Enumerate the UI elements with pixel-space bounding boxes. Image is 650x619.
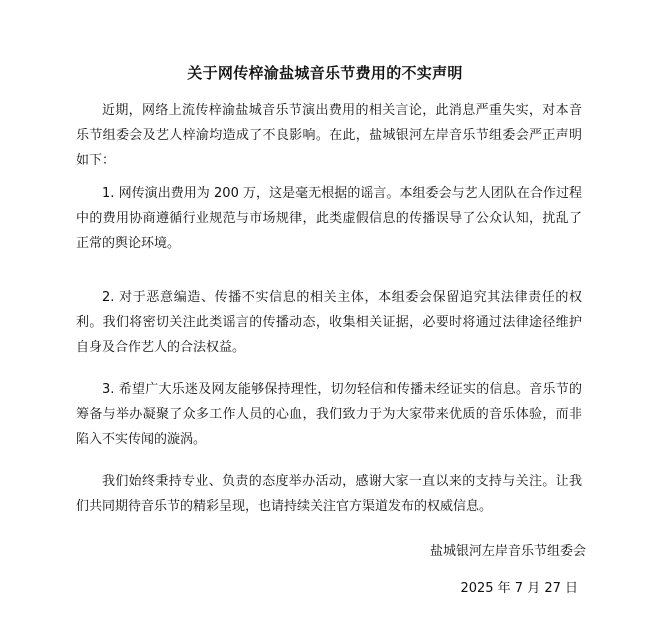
- point-3-paragraph: 3. 希望广大乐迷及网友能够保持理性，切勿轻信和传播未经证实的信息。音乐节的筹备与举办凝聚了众多工作人员的心血，我们致力于为大家带来优质的音乐体验，而非陷入不实传闻的漩涡。: [76, 382, 582, 447]
- point-2-paragraph: 2. 对于恶意编造、传播不实信息的相关主体，本组委会保留追究其法律责任的权利。我们将密切关注此类谣言的传播动态，收集相关证据，必要时将通过法律途径维护自身及合作艺人的合法权益。: [76, 290, 582, 355]
- intro-paragraph: 近期，网络上流传梓渝盐城音乐节演出费用的相关言论，此消息严重失实，对本音乐节组委会及艺人梓渝均造成了不良影响。在此，盐城银河左岸音乐节组委会严正声明如下：: [76, 103, 582, 168]
- signature-organization: 盐城银河左岸音乐节组委会: [429, 544, 586, 559]
- point-1-paragraph: 1. 网传演出费用为 200 万，这是毫无根据的谣言。本组委会与艺人团队在合作过程中的费用协商遵循行业规范与市场规律，此类虚假信息的传播误导了公众认知，扰乱了正常的舆论环境。: [76, 186, 582, 251]
- statement-date: 2025 年 7 月 27 日: [460, 581, 578, 596]
- closing-paragraph: 我们始终秉持专业、负责的态度举办活动，感谢大家一直以来的支持与关注。让我们共同期待音乐节的精彩呈现，也请持续关注官方渠道发布的权威信息。: [76, 474, 582, 514]
- statement-title: 关于网传梓渝盐城音乐节费用的不实声明: [187, 64, 463, 82]
